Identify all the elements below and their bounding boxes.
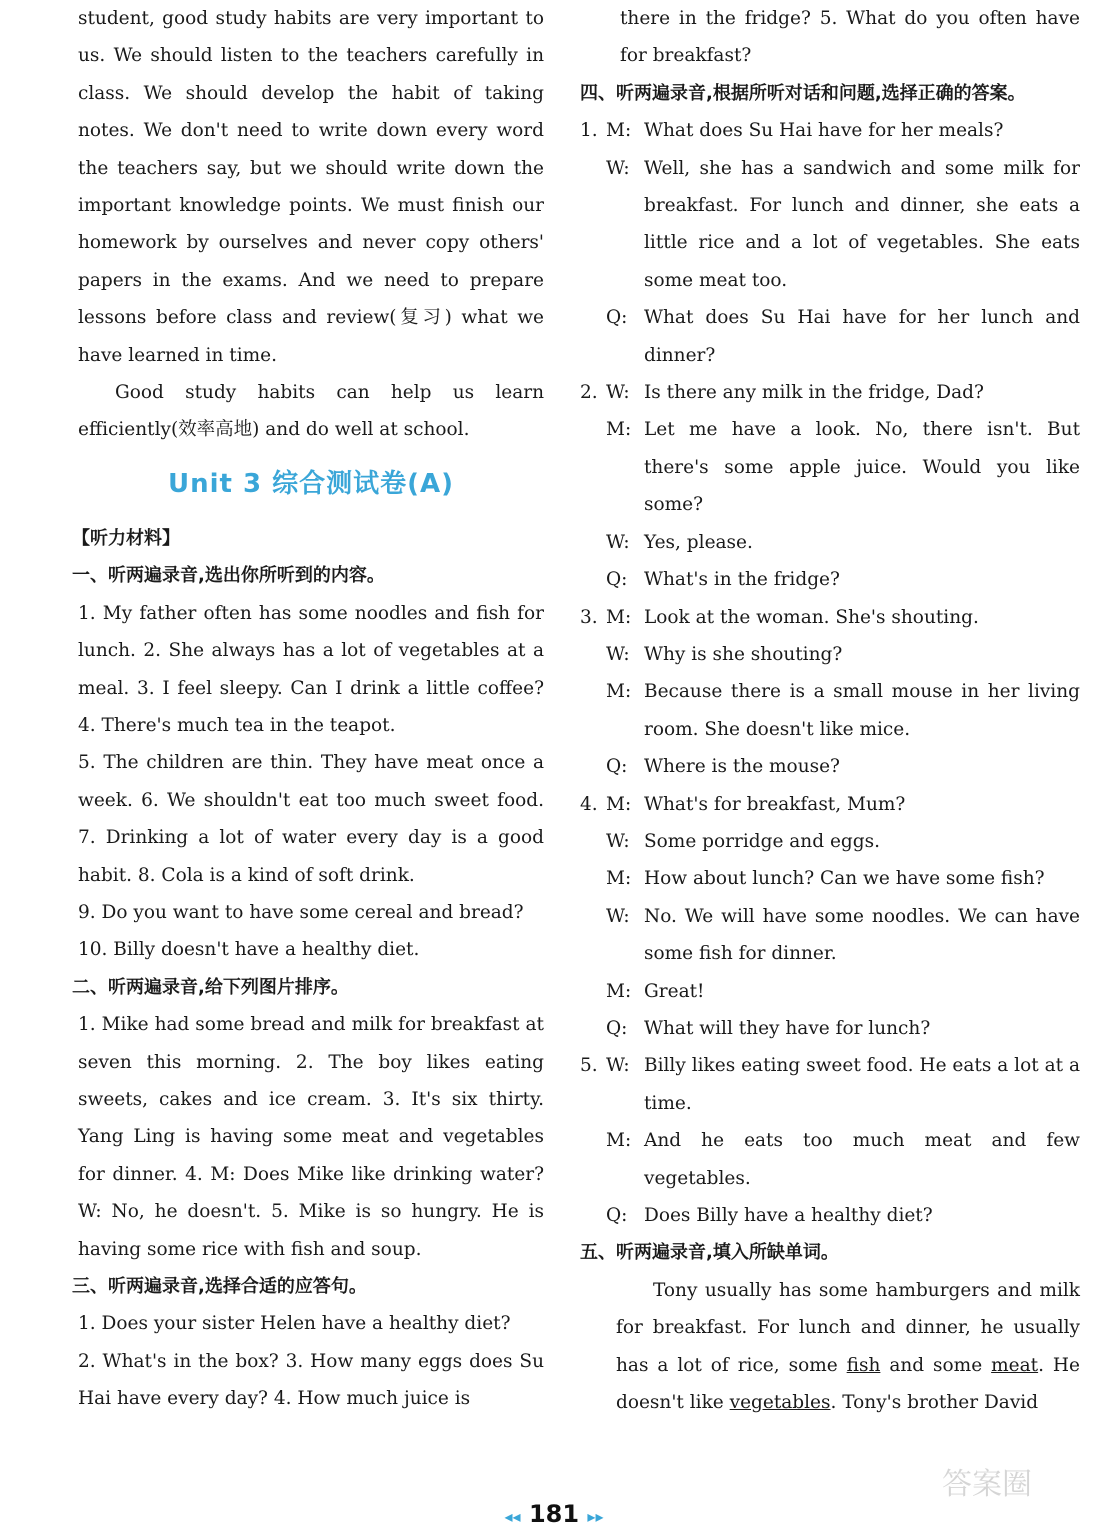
dialogue-number: 5. (580, 1055, 598, 1077)
dialogue-line (580, 823, 1080, 860)
dialogue-line (580, 1047, 1080, 1122)
dialogue-text: Let me have a look. No, there isn't. But there's some apple juice. Would you like some? (644, 419, 1080, 516)
dialogue-line (580, 374, 1080, 411)
passage-part-c: . He doesn't like (616, 1354, 1080, 1414)
section-3-text-1: 1. Does your sister Helen have a healthy diet? (78, 1313, 511, 1335)
blank-answer-vegetables: vegetables (729, 1392, 831, 1414)
dialogue-text: Is there any milk in the fridge, Dad? (644, 382, 984, 404)
section-1-heading: 一、听两遍录音,选出你所听到的内容。 (72, 565, 385, 587)
dialogue-text: Does Billy have a healthy diet? (644, 1205, 933, 1226)
dialogue-text: Look at the woman. She's shouting. (644, 606, 979, 628)
dialogue-text: How about lunch? Can we have some fish? (644, 868, 1045, 890)
dialogue-text: What does Su Hai have for her lunch and dinner? (644, 307, 1080, 366)
speaker-label: W: (606, 830, 630, 852)
dialogue-text: Yes, please. (644, 531, 753, 553)
section-1-text-3: 9. Do you want to have some cereal and bread? (78, 901, 524, 923)
dialogue-text: Billy likes eating sweet food. He eats a lot at a time. (644, 1055, 1080, 1114)
dialogue-text: What does Su Hai have for her meals? (644, 120, 1004, 142)
section-3-heading: 三、听两遍录音,选择合适的应答句。 (72, 1276, 367, 1297)
dialogue-line (580, 973, 1080, 1010)
section-1-text-2: 5. The children are thin. They have meat once a week. 6. We shouldn't eat too much sweet food. 7. Drinking a lot of water every day is a good habit. 8. Cola is a kind of soft drink. (78, 752, 544, 886)
speaker-label: M: (606, 1130, 632, 1152)
dialogue-number (580, 748, 606, 785)
dialogue-number (580, 1010, 606, 1047)
speaker-label: W: (606, 643, 630, 665)
dialogue-line (580, 524, 1080, 561)
dialogue-line (580, 561, 1080, 598)
speaker-label: W: (606, 531, 630, 553)
dialogue-number (580, 561, 606, 598)
page-number: 181 (528, 1500, 580, 1528)
dialogue-number (580, 524, 606, 561)
dialogue-text: What's for breakfast, Mum? (644, 793, 906, 815)
speaker-label: Q: (606, 1205, 628, 1226)
speaker-label: W: (606, 382, 630, 404)
section-1-text: 1. My father often has some noodles and fish for lunch. 2. She always has a lot of vegetables at a meal. 3. I feel sleepy. Can I drink a little coffee? 4. There's much tea in the teapot. (78, 602, 544, 736)
right-column (580, 0, 1080, 1421)
dialogue-number (580, 636, 606, 673)
dialogue-number: 2. (580, 382, 598, 404)
dialogue-text: Where is the mouse? (644, 756, 840, 778)
dialogue-line (580, 786, 1080, 823)
dialogue-line (580, 1122, 1080, 1197)
speaker-label: M: (606, 419, 632, 441)
left-column (72, 0, 544, 1418)
section-2-heading: 二、听两遍录音,给下列图片排序。 (72, 976, 349, 998)
speaker-label: W: (606, 905, 630, 927)
passage-part-a: Tony usually has some hamburgers and milk for breakfast. For lunch and dinner, he usually has a lot of rice, some (616, 1279, 1080, 1376)
speaker-label: M: (606, 793, 632, 815)
section-4-heading: 四、听两遍录音,根据所听对话和问题,选择正确的答案。 (580, 82, 1026, 104)
section-label: 【听力材料】 (72, 527, 180, 549)
speaker-label: Q: (606, 756, 628, 778)
dialogue-number (580, 973, 606, 1010)
next-arrows-icon: ▸▸ (587, 1507, 604, 1526)
dialogue-line (580, 599, 1080, 636)
blank-answer-fish: fish (846, 1354, 881, 1376)
speaker-label: M: (606, 681, 632, 703)
dialogue-number (580, 860, 606, 897)
speaker-label: M: (606, 868, 632, 890)
passage-part-d: . Tony's brother David (830, 1392, 1039, 1414)
dialogue-text: What's in the fridge? (644, 569, 840, 591)
dialogue-number: 4. (580, 793, 598, 815)
dialogue-number (580, 1197, 606, 1234)
dialogue-text: Because there is a small mouse in her living room. She doesn't like mice. (644, 681, 1080, 740)
dialogue-text: And he eats too much meat and few vegetables. (644, 1130, 1080, 1189)
speaker-label: W: (606, 1055, 630, 1077)
section-3-continuation: there in the fridge? 5. What do you often have for breakfast? (620, 8, 1080, 67)
dialogue-text: Some porridge and eggs. (644, 830, 880, 852)
section-5-heading: 五、听两遍录音,填入所缺单词。 (580, 1242, 839, 1264)
dialogue-number (580, 898, 606, 973)
dialogue-number (580, 411, 606, 523)
intro-paragraph-1: student, good study habits are very important to us. We should listen to the teachers carefully in class. We should develop the habit of taking notes. We don't need to write down every word the teachers say, but we should write down the important knowledge points. We must finish our homework by ourselves and never copy others' papers in the exams. And we need to prepare lessons before class and review(复习) what we have learned in time. (78, 8, 544, 366)
speaker-label: Q: (606, 307, 628, 329)
dialogue-line (580, 898, 1080, 973)
dialogue-number (580, 673, 606, 748)
dialogue-list (580, 112, 1080, 1234)
speaker-label: Q: (606, 1017, 628, 1039)
speaker-label: M: (606, 120, 632, 142)
speaker-label: Q: (606, 569, 628, 591)
dialogue-number (580, 299, 606, 374)
dialogue-line (580, 150, 1080, 300)
dialogue-number (580, 1122, 606, 1197)
intro-paragraph-2: Good study habits can help us learn efficiently(效率高地) and do well at school. (78, 382, 544, 441)
dialogue-text: What will they have for lunch? (644, 1017, 931, 1039)
passage-part-b: and some (880, 1354, 992, 1376)
dialogue-line (580, 411, 1080, 523)
dialogue-line (580, 299, 1080, 374)
dialogue-number (580, 823, 606, 860)
dialogue-line (580, 636, 1080, 673)
speaker-label: M: (606, 606, 632, 628)
section-3-text-2: 2. What's in the box? 3. How many eggs does Su Hai have every day? 4. How much juice is (78, 1350, 544, 1410)
dialogue-line (580, 1010, 1080, 1047)
prev-arrows-icon: ◂◂ (504, 1507, 521, 1526)
blank-answer-meat: meat (991, 1354, 1039, 1376)
dialogue-line (580, 112, 1080, 149)
speaker-label: W: (606, 157, 630, 179)
section-2-text: 1. Mike had some bread and milk for breakfast at seven this morning. 2. The boy likes eating sweets, cakes and ice cream. 3. It's six thirty. Yang Ling is having some meat and vegetables for dinner. 4. M: Does Mike like drinking water? W: No, he doesn't. 5. Mike is so hungry. He is having some rice with fish and soup. (78, 1014, 544, 1260)
dialogue-text: Why is she shouting? (644, 643, 843, 665)
dialogue-line (580, 748, 1080, 785)
watermark-text: 答案圈 (942, 1467, 1032, 1502)
speaker-label: M: (606, 980, 632, 1002)
watermark-logo (932, 1454, 1102, 1532)
dialogue-number (580, 150, 606, 300)
dialogue-number: 1. (580, 120, 598, 142)
section-1-text-4: 10. Billy doesn't have a healthy diet. (78, 939, 420, 961)
dialogue-line (580, 1197, 1080, 1234)
dialogue-number: 3. (580, 606, 598, 628)
dialogue-text: Well, she has a sandwich and some milk for breakfast. For lunch and dinner, she eats a little rice and a lot of vegetables. She eats some meat too. (644, 157, 1080, 291)
dialogue-text: Great! (644, 980, 705, 1002)
dialogue-text: No. We will have some noodles. We can have some fish for dinner. (644, 905, 1080, 965)
unit-title: Unit 3 综合测试卷(A) (167, 468, 455, 499)
dialogue-line (580, 860, 1080, 897)
section-5-passage (580, 1272, 1080, 1422)
dialogue-line (580, 673, 1080, 748)
